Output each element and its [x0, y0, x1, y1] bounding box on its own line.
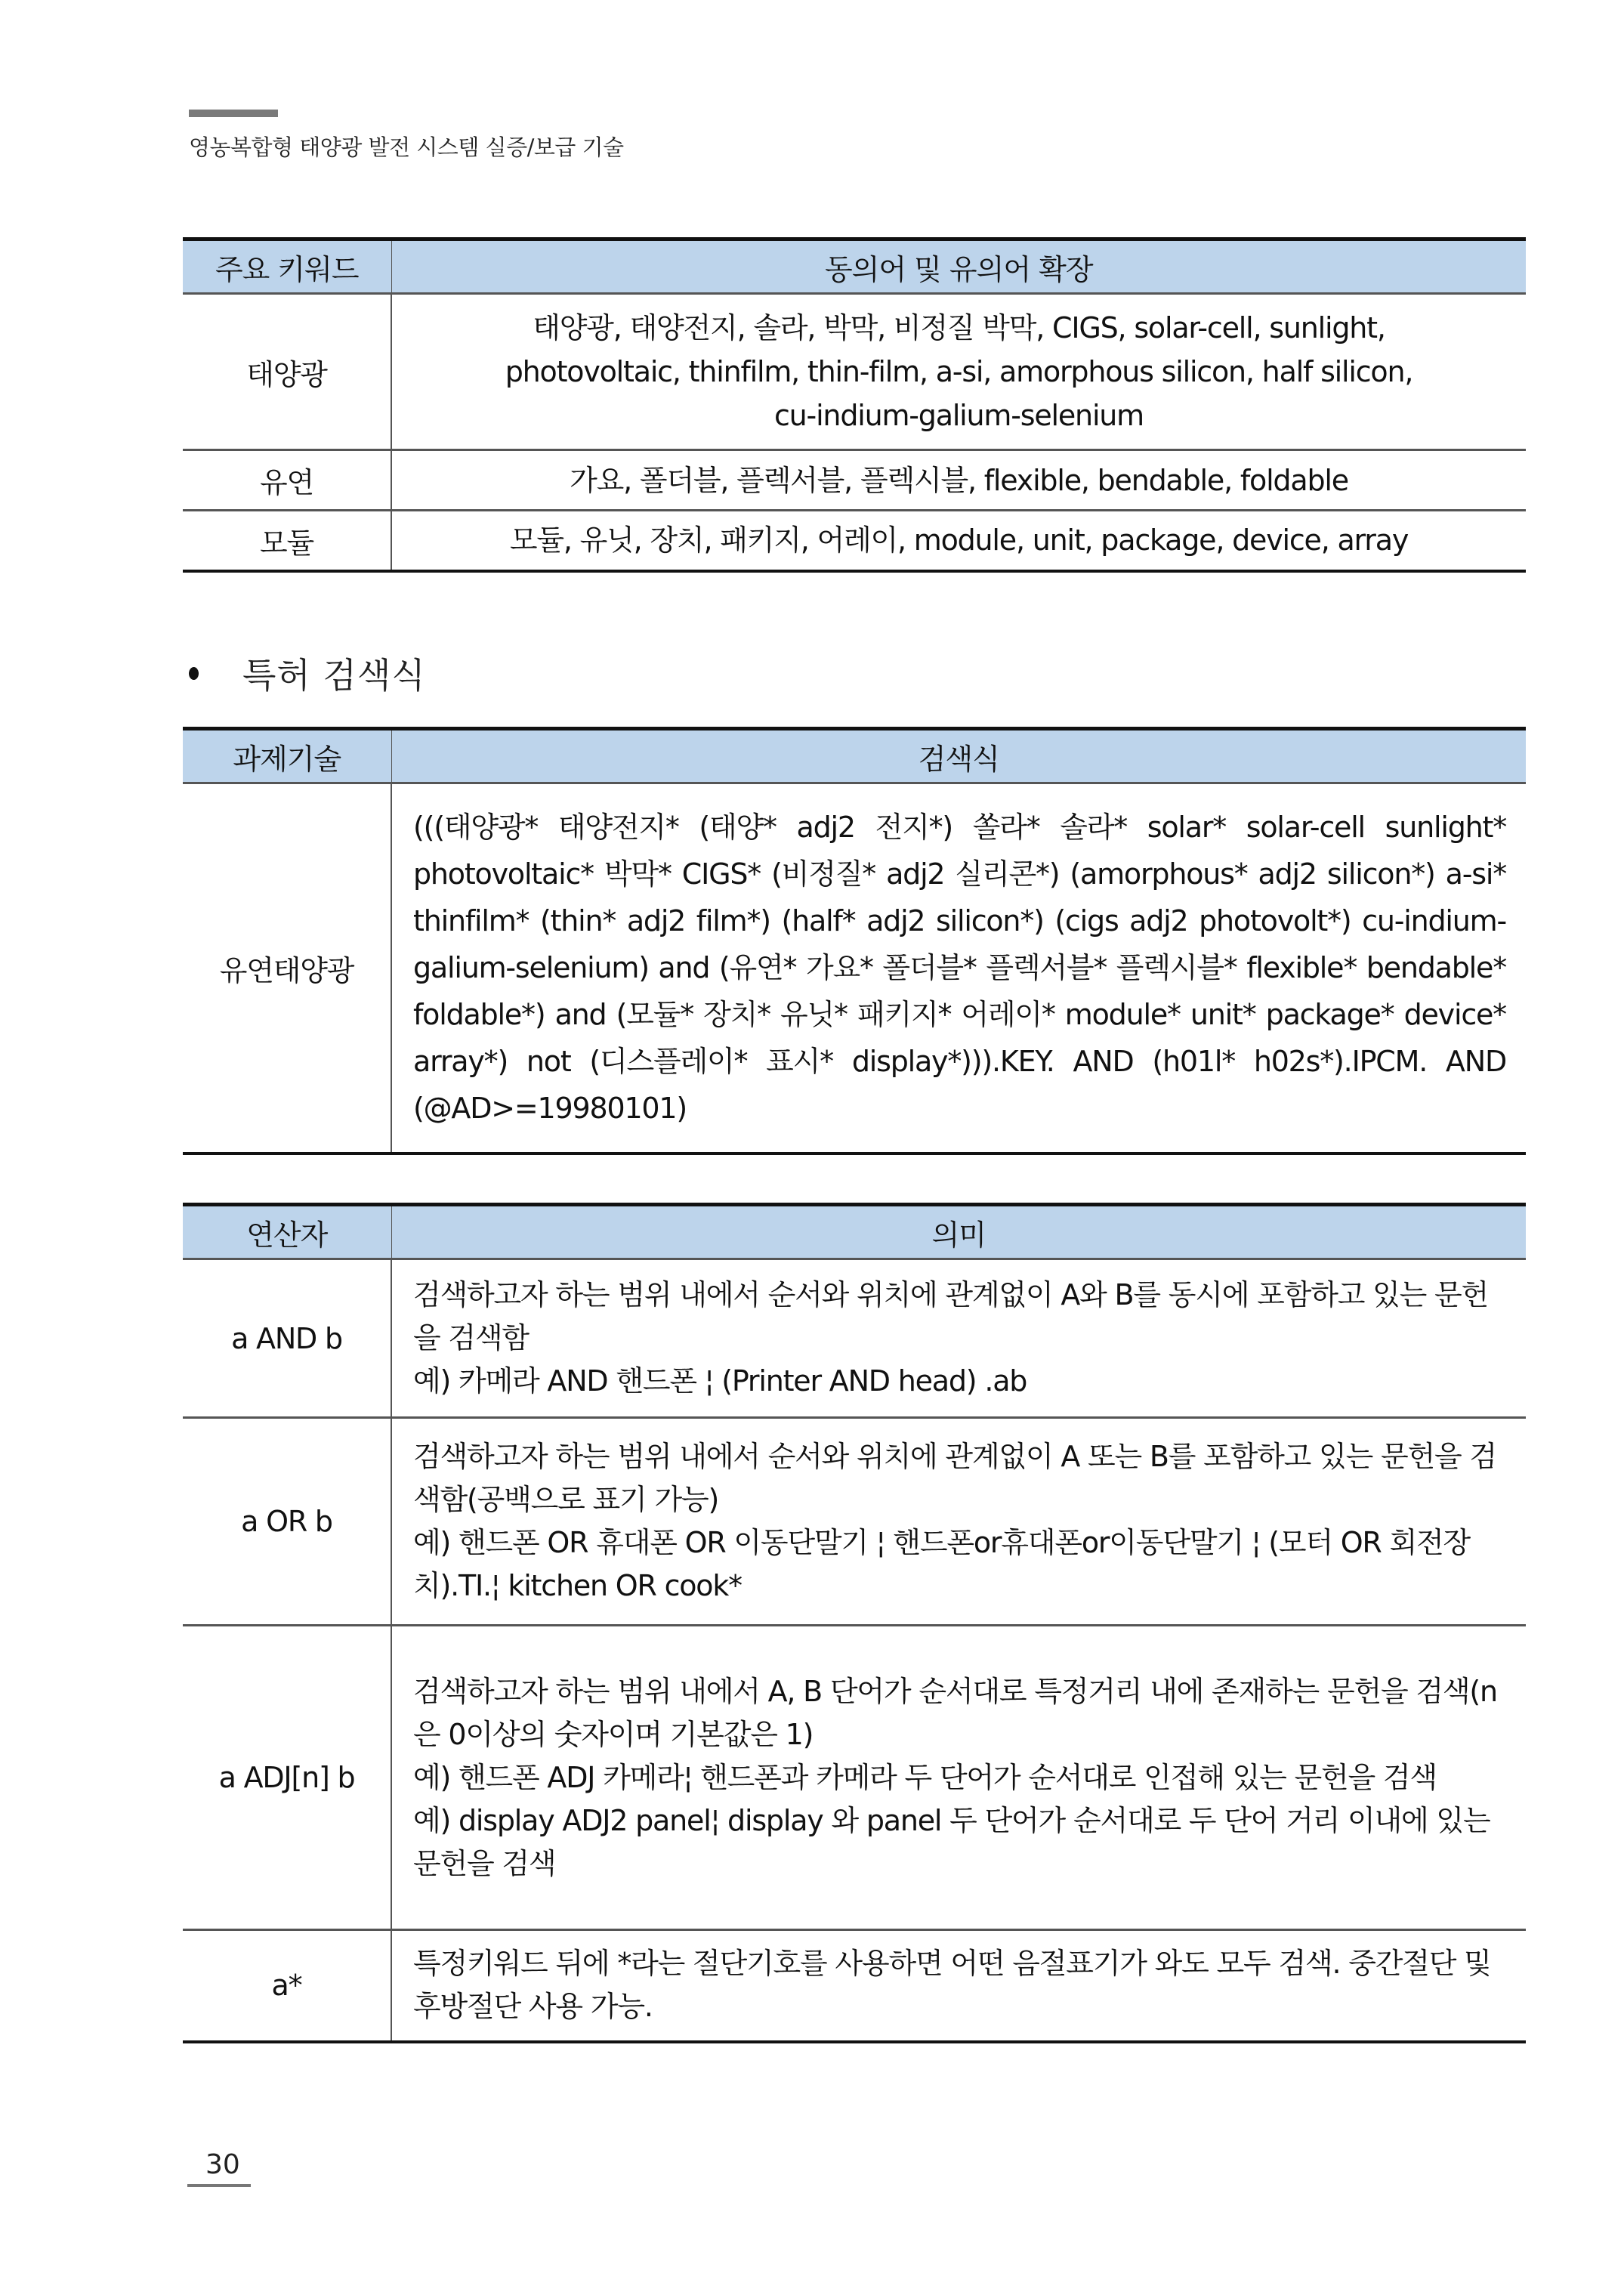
meaning-cell [391, 1930, 1526, 2042]
keyword-table [183, 237, 1526, 573]
running-header-title: 영농복합형 태양광 발전 시스템 실증/보급 기술 [189, 134, 624, 160]
tech-cell: 유연태양광 [183, 783, 391, 1154]
operator-table [183, 1203, 1526, 2043]
table-row [183, 1930, 1526, 2042]
operator-cell: a* [183, 1930, 391, 2042]
search-table-header [183, 729, 1526, 783]
meaning-cell [391, 1418, 1526, 1626]
meaning-line: 예) 핸드폰 ADJ 카메라¦ 핸드폰과 카메라 두 단어가 순서대로 인접해 있는 문헌을 검색 [413, 1760, 1437, 1794]
column-header-tech: 과제기술 [183, 729, 391, 783]
meaning-cell [391, 1259, 1526, 1418]
section-heading [189, 648, 426, 698]
keyword-table-header [183, 239, 1526, 294]
operator-cell: a ADJ[n] b [183, 1626, 391, 1930]
keyword-cell: 모듈 [183, 511, 391, 571]
table-row [183, 783, 1526, 1154]
page-number: 30 [205, 2149, 240, 2180]
meaning-line: 예) display ADJ2 panel¦ display 와 panel 두 단어가 순서대로 두 단어 거리 이내에 있는 문헌을 검색 [413, 1803, 1490, 1880]
table-row [183, 1418, 1526, 1626]
meaning-line: 예) 핸드폰 OR 휴대폰 OR 이동단말기 ¦ 핸드폰or휴대폰or이동단말기 ¦ (모터 OR 회전장치).TI.¦ kitchen OR cook* [413, 1526, 1471, 1602]
bullet-icon [189, 667, 199, 680]
column-header-synonyms: 동의어 및 유의어 확장 [391, 239, 1526, 294]
meaning-line: 특정키워드 뒤에 *라는 절단기호를 사용하면 어떤 음절표기가 와도 모두 검색. 중간절단 및 후방절단 사용 가능. [413, 1947, 1491, 2024]
meaning-line: 예) 카메라 AND 핸드폰 ¦ (Printer AND head) .ab [413, 1364, 1027, 1398]
table-row [183, 1259, 1526, 1418]
column-header-operator: 연산자 [183, 1205, 391, 1259]
column-header-meaning: 의미 [391, 1205, 1526, 1259]
operator-cell: a OR b [183, 1418, 391, 1626]
meaning-cell [391, 1626, 1526, 1930]
meaning-line: 검색하고자 하는 범위 내에서 순서와 위치에 관계없이 A 또는 B를 포함하고 있는 문헌을 검색함(공백으로 표기 가능) [413, 1440, 1496, 1516]
section-heading-text: 특허 검색식 [242, 655, 426, 696]
search-formula-table [183, 727, 1526, 1155]
synonyms-line: cu-indium-galium-selenium [773, 399, 1144, 432]
operator-cell: a AND b [183, 1259, 391, 1418]
meaning-line: 검색하고자 하는 범위 내에서 A, B 단어가 순서대로 특정거리 내에 존재하는 문헌을 검색(n은 0이상의 숫자이며 기본값은 1) [413, 1674, 1497, 1751]
synonyms-line: 가요, 폴더블, 플렉서블, 플렉시블, flexible, bendable, foldable [570, 463, 1348, 497]
column-header-keyword: 주요 키워드 [183, 239, 391, 294]
synonyms-line: 모듈, 유닛, 장치, 패키지, 어레이, module, unit, package, device, array [509, 524, 1409, 558]
synonyms-cell [391, 450, 1526, 511]
synonyms-cell [391, 294, 1526, 450]
synonyms-line: 태양광, 태양전지, 솔라, 박막, 비정질 박막, CIGS, solar-cell, sunlight, [533, 311, 1385, 344]
table-row [183, 450, 1526, 511]
keyword-cell: 태양광 [183, 294, 391, 450]
header-rule-bar [189, 110, 278, 117]
table-row [183, 294, 1526, 450]
synonyms-cell [391, 511, 1526, 571]
keyword-cell: 유연 [183, 450, 391, 511]
table-row [183, 1626, 1526, 1930]
synonyms-line: photovoltaic, thinfilm, thin-film, a-si, amorphous silicon, half silicon, [505, 355, 1413, 388]
formula-cell: (((태양광* 태양전지* (태양* adj2 전지*) 쏠라* 솔라* solar* solar-cell sunlight* photovoltaic* 박막* CIGS* (비정질* adj2 실리콘*) (amorphous* adj2 silicon*) a-si* thinfilm* (thin* adj2 film*) (half* adj2 silicon*) (cigs adj2 photovolt*) cu-indium-galium-selenium) and (유연* 가요* 폴더블* 플렉서블* 플렉시블* flexible* bendable* foldable*) and (모듈* 장치* 유닛* 패키지* 어레이* module* unit* package* device* array*) not (디스플레이* 표시* display*))).KEY. AND (h01l* h02s*).IPCM. AND (@AD>=19980101) [413, 811, 1506, 1126]
operator-table-header [183, 1205, 1526, 1259]
footer-rule-bar [187, 2184, 251, 2187]
meaning-line: 검색하고자 하는 범위 내에서 순서와 위치에 관계없이 A와 B를 동시에 포함하고 있는 문헌을 검색함 [413, 1278, 1488, 1354]
table-row [183, 511, 1526, 571]
column-header-formula: 검색식 [391, 729, 1526, 783]
